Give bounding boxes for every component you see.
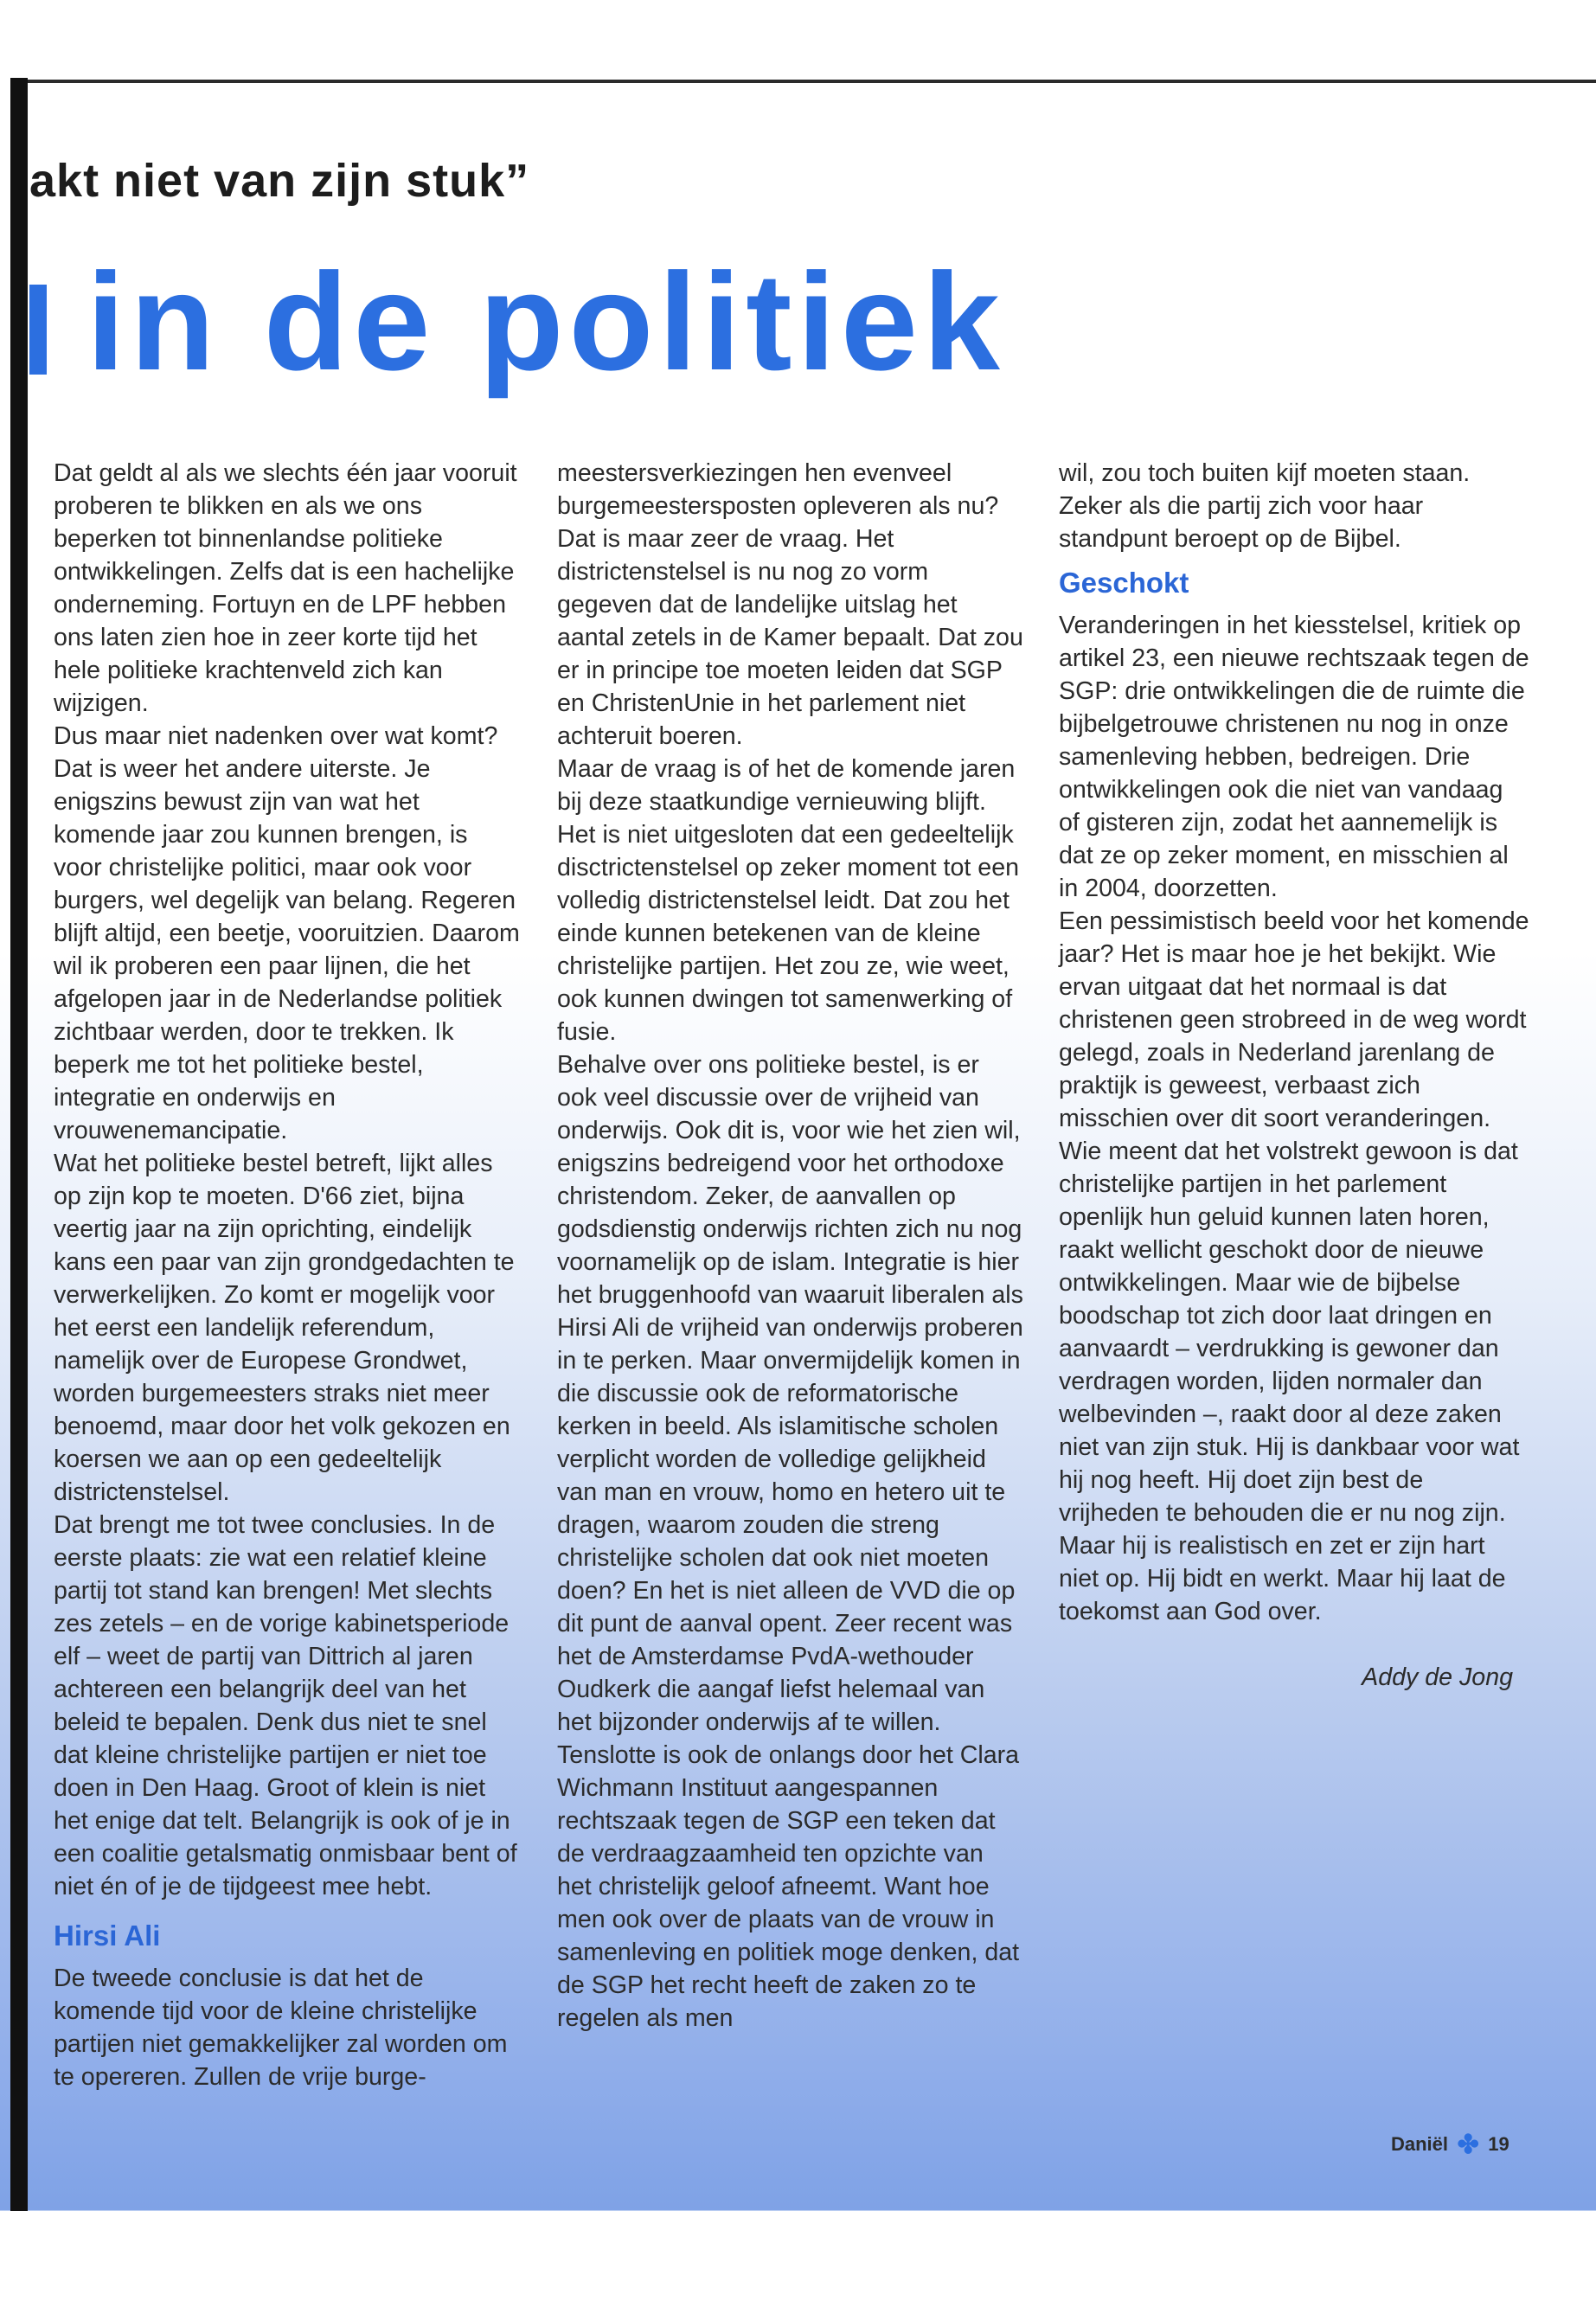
fleur-icon: ✤ [1457,2131,1479,2159]
paragraph: Dat brengt me tot twee conclusies. In de eerste plaats: zie wat een relatief kleine partij tot stand kan brengen! Met slechts zes zetels – en de vorige kabinetsperiode elf – weet de partij van Dittrich al jaren achtereen een belangrijk deel van het beleid te bepalen. Denk dus niet te snel dat kleine christelijke partijen er niet toe doen in Den Haag. Groot of klein is niet het enige dat telt. Belangrijk is ook of je in een coalitie getalsmatig onmisbaar bent of niet én of je de tijdgeest mee hebt. [54,1511,517,1900]
headline: in de politiek [29,253,1005,391]
top-rule [28,80,1596,83]
left-edge-bar [10,78,28,2211]
paragraph: Maar de vraag is of het de komende jaren bij deze staatkundige vernieuwing blijft. Het is niet uitgesloten dat een gedeeltelijk disctrictenstelsel op zeker moment tot een volledig districtenstelsel leidt. Dat zou het einde kunnen betekenen van de kleine christelijke partijen. Het zou ze, wie weet, ook kunnen dwingen tot samenwerking of fusie. [557,755,1019,1046]
page-footer [1391,2130,1509,2160]
paragraph: Een pessimistisch beeld voor het komende jaar? Het is maar hoe je het bekijkt. Wie ervan uitgaat dat het normaal is dat christenen geen strobreed in de weg wordt gelegd, zoals in Nederland jarenlang de praktijk is geweest, verbaast zich misschien over dit soort veranderingen. Wie meent dat het volstrekt gewoon is dat christelijke partijen in het parlement openlijk hun geluid kunnen laten horen, raakt wellicht geschokt door de nieuwe ontwikkelingen. Maar wie de bijbelse boodschap tot zich door laat dringen en aanvaardt – verdrukking is gewoner dan verdragen worden, lijden normaler dan welbevinden –, raakt door al deze zaken niet van zijn stuk. Hij is dankbaar voor wat hij nog heeft. Hij doet zijn best de vrijheden te behouden die er nu nog zijn. Maar hij is realistisch en zet er zijn hart niet op. Hij bidt en werkt. Maar hij laat de toekomst aan God over. [1059,907,1529,1625]
paragraph: Wat het politieke bestel betreft, lijkt alles op zijn kop te moeten. D'66 ziet, bijna veertig jaar na zijn oprichting, eindelijk kans een paar van zijn grondgedachten te verwerkelijken. Zo komt er mogelijk voor het eerst een landelijk referendum, namelijk over de Europese Grondwet, worden burgemeesters straks niet meer benoemd, maar door het volk gekozen en koersen we aan op een gedeeltelijk districtenstelsel. [54,1150,515,1506]
paragraph: Dus maar niet nadenken over wat komt? Dat is weer het andere uiterste. Je enigszins bewust zijn van wat het komende jaar zou kunnen brengen, is voor christelijke politici, maar ook voor burgers, wel degelijk van belang. Regeren blijft altijd, een beetje, vooruitzien. Daarom wil ik proberen een paar lijnen, die het afgelopen jaar in de Nederlandse politiek zichtbaar werden, door te trekken. Ik beperk me tot het politieke bestel, integratie en onderwijs en vrouwenemancipatie. [54,722,520,1144]
author-byline: Addy de Jong [1362,1663,1513,1691]
subheading-geschokt: Geschokt [1059,567,1189,599]
paragraph: De tweede conclusie is dat het de komende tijd voor de kleine christelijke partijen niet gemakkelijker zal worden om te opereren. Zullen de vrije burge- [54,1965,508,2091]
article-column-1 [54,457,521,2093]
magazine-name: Daniël [1391,2133,1449,2155]
paragraph: meestersverkiezingen hen evenveel burgemeestersposten opleveren als nu? Dat is maar zeer de vraag. Het districtenstelsel is nu nog zo vorm gegeven dat de landelijke uitslag het aantal zetels in de Kamer bepaalt. Dat zou er in principe toe moeten leiden dat SGP en ChristenUnie in het parlement niet achteruit boeren. [557,459,1023,750]
paragraph: Behalve over ons politieke bestel, is er ook veel discussie over de vrijheid van onderwijs. Ook dit is, voor wie het zien wil, enigszins bedreigend voor het orthodoxe christendom. Zeker, de aanvallen op godsdienstig onderwijs richten zich nu nog voornamelijk op de islam. Integratie is hier het bruggenhoofd van waaruit liberalen als Hirsi Ali de vrijheid van onderwijs proberen in te perken. Maar onvermijdelijk komen in die discussie ook de reformatorische kerken in beeld. Als islamitische scholen verplicht worden de volledige gelijkheid van man en vrouw, homo en hetero uit te dragen, waarom zouden die streng christelijke scholen dat ook niet moeten doen? En het is niet alleen de VVD die op dit punt de aanval opent. Zeer recent was het de Amsterdamse PvdA-wethouder Oudkerk die aangaf liefst helemaal van het bijzonder onderwijs af te willen. [557,1051,1023,1736]
subheading-hirsi-ali: Hirsi Ali [54,1920,161,1952]
page-number: 19 [1488,2133,1509,2155]
paragraph: Dat geldt al als we slechts één jaar vooruit proberen te blikken en als we ons beperken tot binnenlandse politieke ontwikkelingen. Zelfs dat is een hachelijke onderneming. Fortuyn en de LPF hebben ons laten zien hoe in zeer korte tijd het hele politieke krachtenveld zich kan wijzigen. [54,459,517,717]
paragraph: Veranderingen in het kiesstelsel, kritiek op artikel 23, een nieuwe rechtszaak tegen de SGP: drie ontwikkelingen die de ruimte die bijbelgetrouwe christenen nu nog in onze samenleving hebben, bedreigen. Drie ontwikkelingen ook die niet van vandaag of gisteren zijn, zodat het aannemelijk is dat ze op zeker moment, en misschien al in 2004, doorzetten. [1059,612,1529,902]
paragraph: Tenslotte is ook de onlangs door het Clara Wichmann Instituut aangespannen rechtszaak tegen de SGP een teken dat de verdraagzaamheid ten opzichte van het christelijk geloof afneemt. Want hoe men ook over de plaats van de vrouw in samenleving en politiek moge denken, dat de SGP het recht heeft de zaken zo te regelen als men [557,1741,1020,2032]
kicker-title: akt niet van zijn stuk” [29,155,530,207]
article-column-3 [1059,457,1530,1694]
paragraph: wil, zou toch buiten kijf moeten staan. Zeker als die partij zich voor haar standpunt beroept op de Bijbel. [1059,459,1471,553]
article-column-2 [557,457,1024,2035]
